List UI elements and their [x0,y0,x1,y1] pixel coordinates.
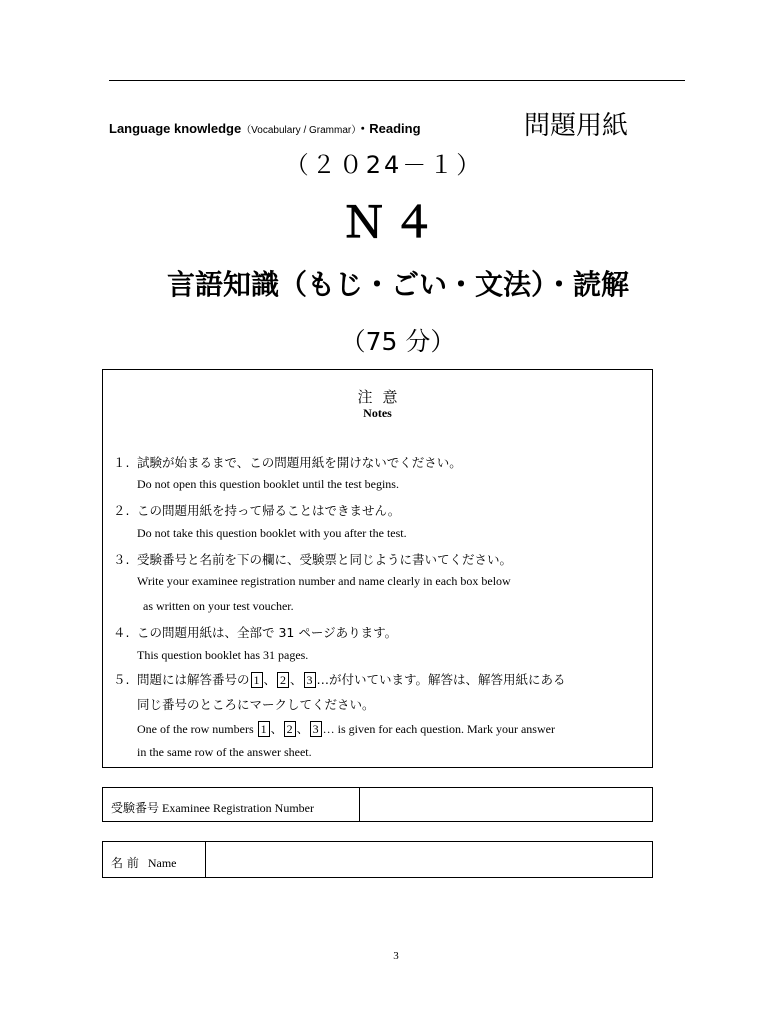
note-1-jp: １. 試験が始まるまで、この問題用紙を開けないでください。 [113,455,462,470]
subject-main: Language knowledge [109,121,242,136]
page-number: 3 [393,950,399,962]
registration-number-box [102,787,653,822]
name-box [102,841,653,878]
answer-number-box: 3 [304,672,316,688]
notes-box [102,369,653,768]
subject-sep: ・ [356,121,370,136]
answer-number-box: 2 [277,672,289,688]
registration-number-label: 受験番号 Examinee Registration Number [111,801,314,815]
section-title: 言語知識（もじ・ごい・文法）・読解 [166,268,629,301]
time-limit: （75 分） [340,327,456,356]
booklet-label: 問題用紙 [524,111,629,141]
exam-level: Ｎ４ [342,198,443,247]
answer-number-box: 1 [258,721,270,737]
notes-title: 注意 [357,388,408,406]
answer-number-box: 2 [284,721,296,737]
note-5-en: One of the row numbers 1 、 2 、 3 … is given for each question. Mark your answer [137,722,555,736]
note-4-jp: ４. この問題用紙は、全部で 31 ページあります。 [113,625,398,640]
notes-subtitle: Notes [363,406,392,420]
subject-reading: Reading [369,121,421,136]
subject-title [109,118,421,137]
registration-divider [359,788,360,821]
top-rule [109,80,685,81]
answer-number-box: 3 [310,721,322,737]
note-3-en-line2: as written on your test voucher. [143,599,294,613]
note-5-jp-line2: 同じ番号のところにマークしてください。 [137,697,375,712]
note-5-en-line2: in the same row of the answer sheet. [137,745,312,759]
note-3-en-line1: Write your examinee registration number and name clearly in each box below [137,574,511,588]
note-3-jp: ３. 受験番号と名前を下の欄に、受験票と同じように書いてください。 [113,552,513,567]
note-4-en: This question booklet has 31 pages. [137,648,309,662]
answer-number-box: 1 [251,672,263,688]
subject-paren: （Vocabulary / Grammar） [241,125,357,136]
name-label: 名 前 Name [111,856,177,870]
note-2-en: Do not take this question booklet with you after the test. [137,526,407,540]
note-5-jp: ５. 問題には解答番号の 1 、 2 、 3 …が付いています。解答は、解答用紙にある [113,672,566,687]
note-1-en: Do not open this question booklet until the test begins. [137,477,399,491]
exam-year: （２０24－１） [284,151,484,179]
note-2-jp: ２. この問題用紙を持って帰ることはできません。 [113,503,401,518]
name-divider [205,842,206,877]
